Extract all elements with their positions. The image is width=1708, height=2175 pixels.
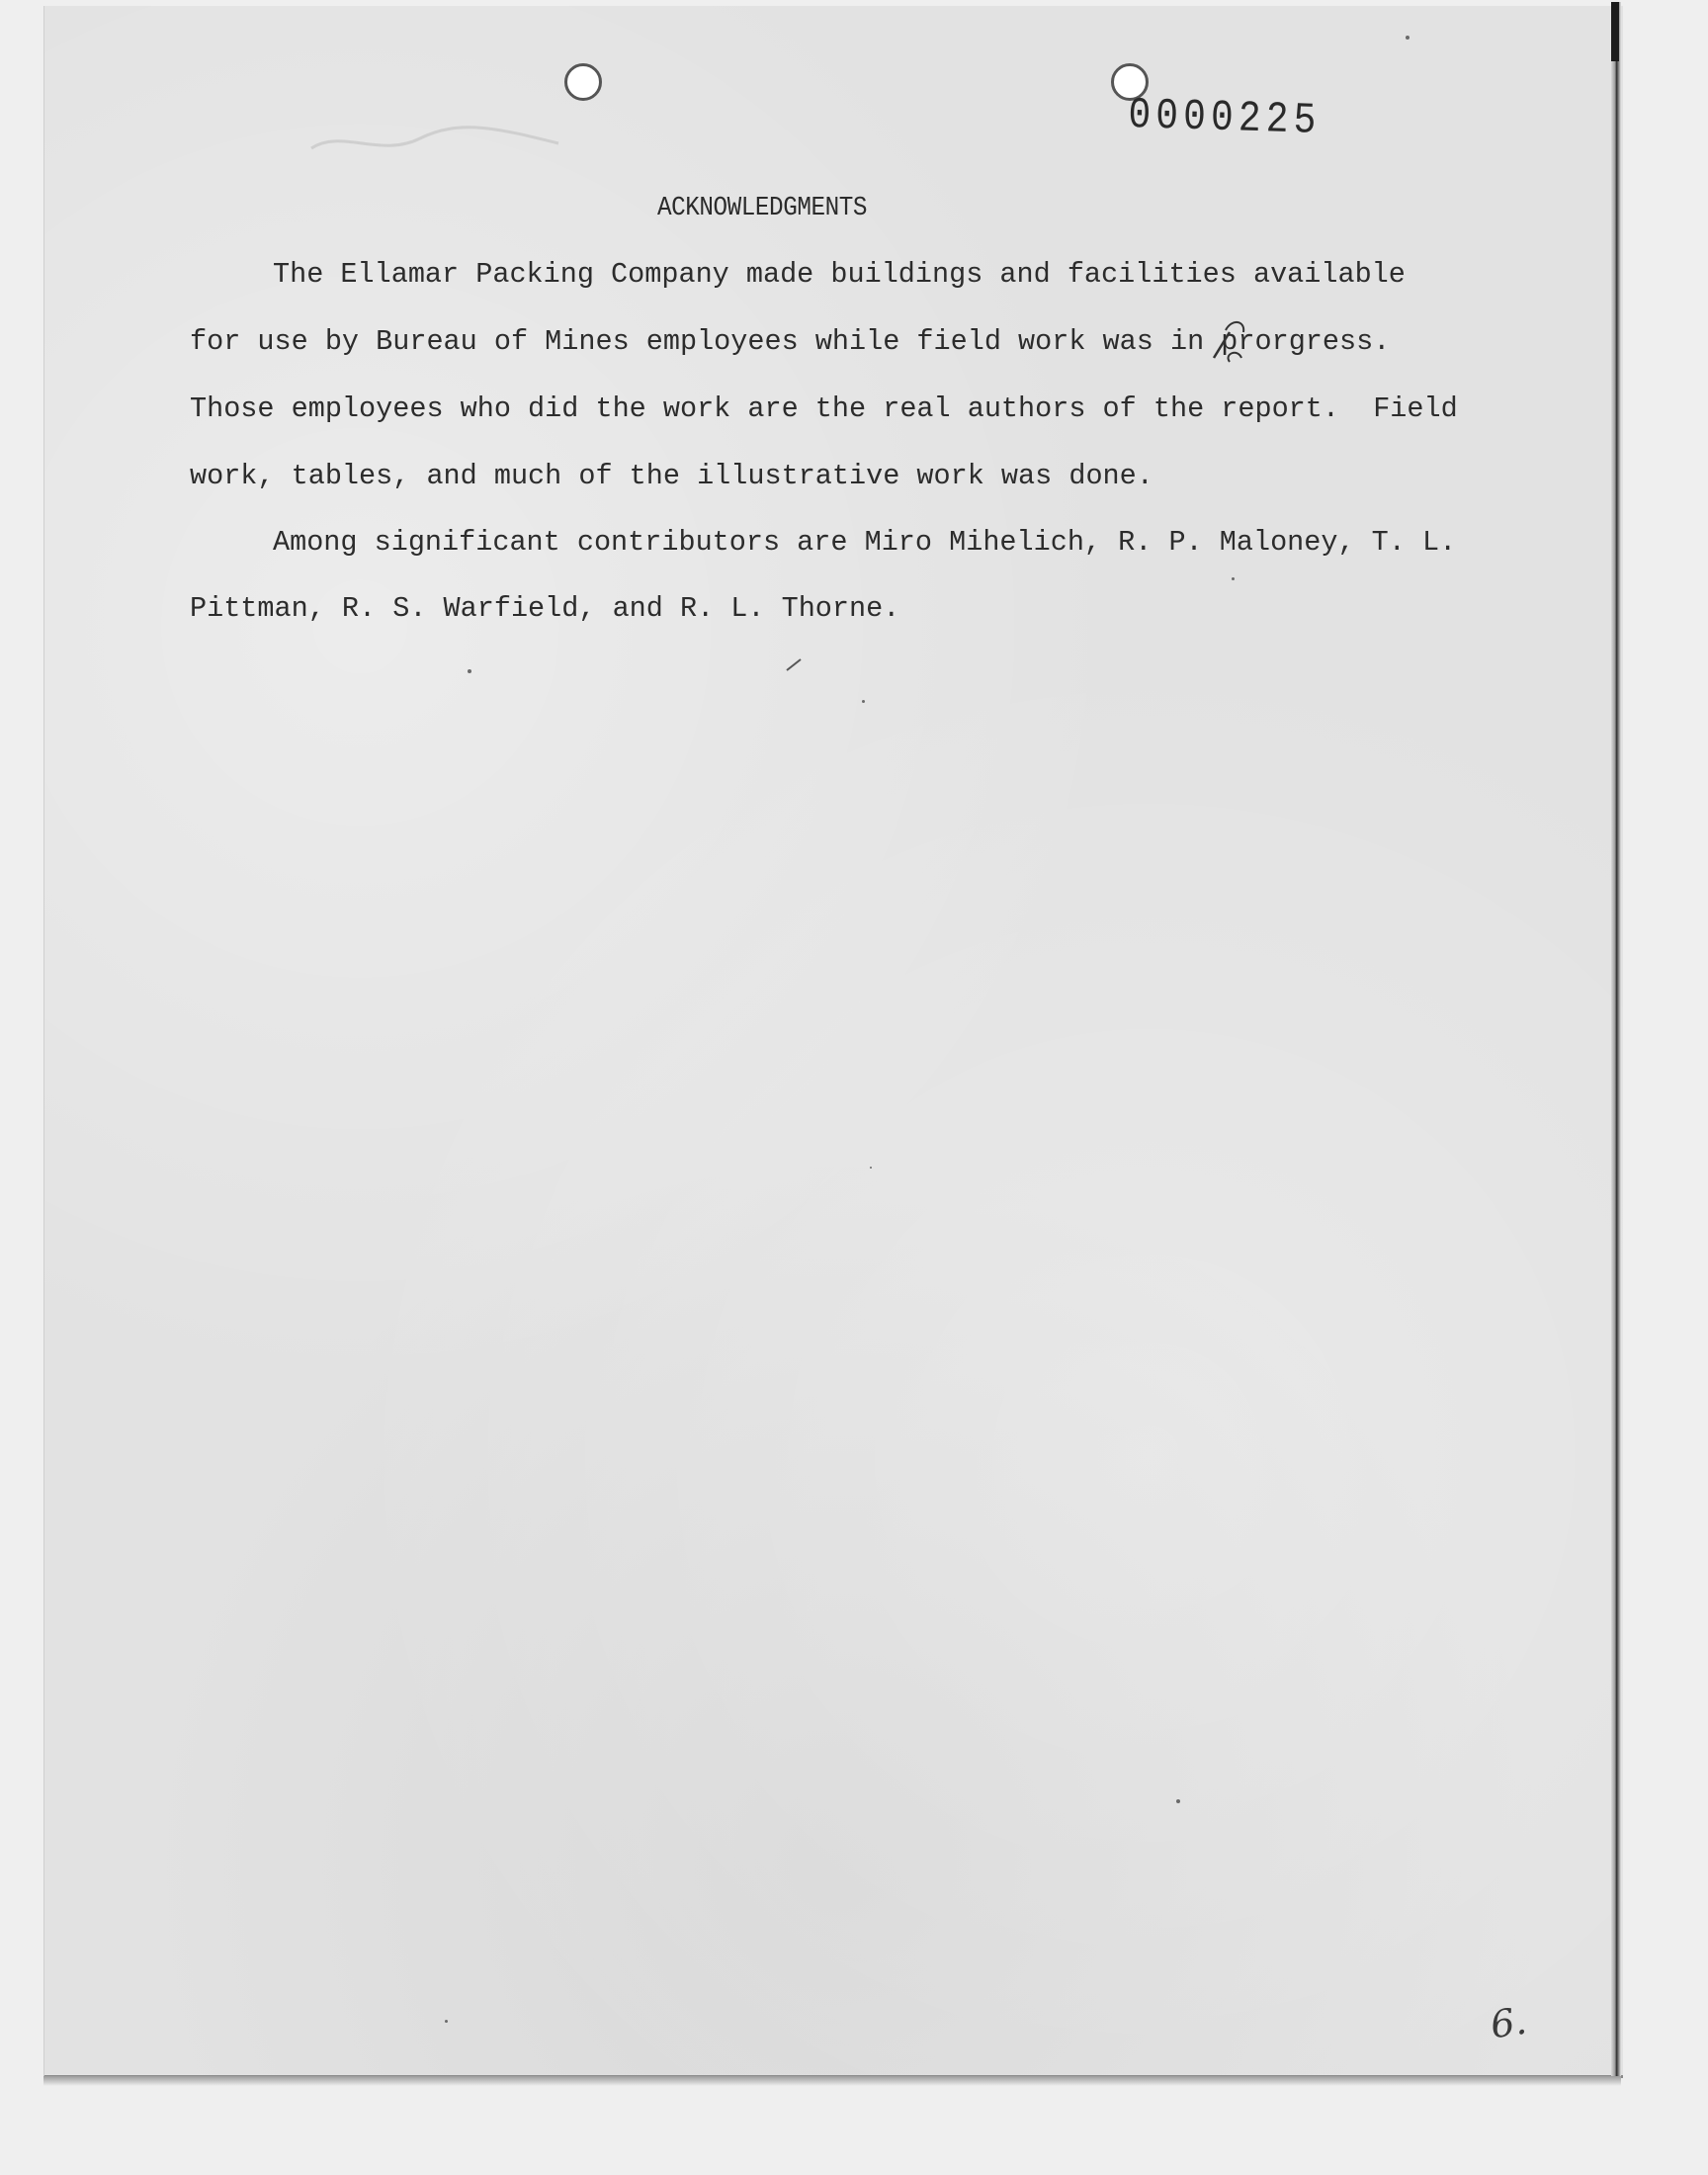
page-bottom-shadow [43, 2076, 1621, 2086]
speck-3 [1176, 1799, 1180, 1803]
speck-4 [870, 1167, 872, 1169]
page-edge-top [1611, 2, 1619, 61]
pen-tick [785, 656, 805, 672]
page-title: ACKNOWLEDGMENTS [657, 194, 867, 223]
document-page [43, 6, 1623, 2078]
handwritten-page-number: 6. [1488, 1998, 1530, 2047]
paragraph-1-line-3: Those employees who did the work are the real authors of the report. Field [190, 392, 1458, 425]
line-text-end: orgress. [1254, 325, 1391, 358]
paragraph-2-line-2: Pittman, R. S. Warfield, and R. L. Thorne. [190, 592, 900, 625]
page-edge-shadow [1611, 2, 1621, 2082]
paragraph-1-line-4: work, tables, and much of the illustrative work was done. [190, 460, 1153, 492]
handwritten-correction-mark [1208, 318, 1253, 368]
speck-7 [445, 2020, 448, 2023]
speck-5 [1232, 577, 1235, 580]
speck-2 [862, 700, 865, 703]
paragraph-2-line-1: Among significant contributors are Miro Mihelich, R. P. Maloney, T. L. [273, 526, 1457, 559]
faint-ghost-mark [301, 109, 598, 168]
speck-6 [1406, 36, 1409, 40]
paragraph-1-line-1: The Ellamar Packing Company made buildings and facilities available [273, 258, 1406, 291]
speck-1 [468, 669, 471, 673]
struck-letter: r [1238, 325, 1255, 358]
punch-hole-left [564, 63, 602, 101]
page-number-stamp: 0000225 [1127, 91, 1323, 146]
line-text: for use by Bureau of Mines employees while field work was in p [190, 325, 1238, 358]
